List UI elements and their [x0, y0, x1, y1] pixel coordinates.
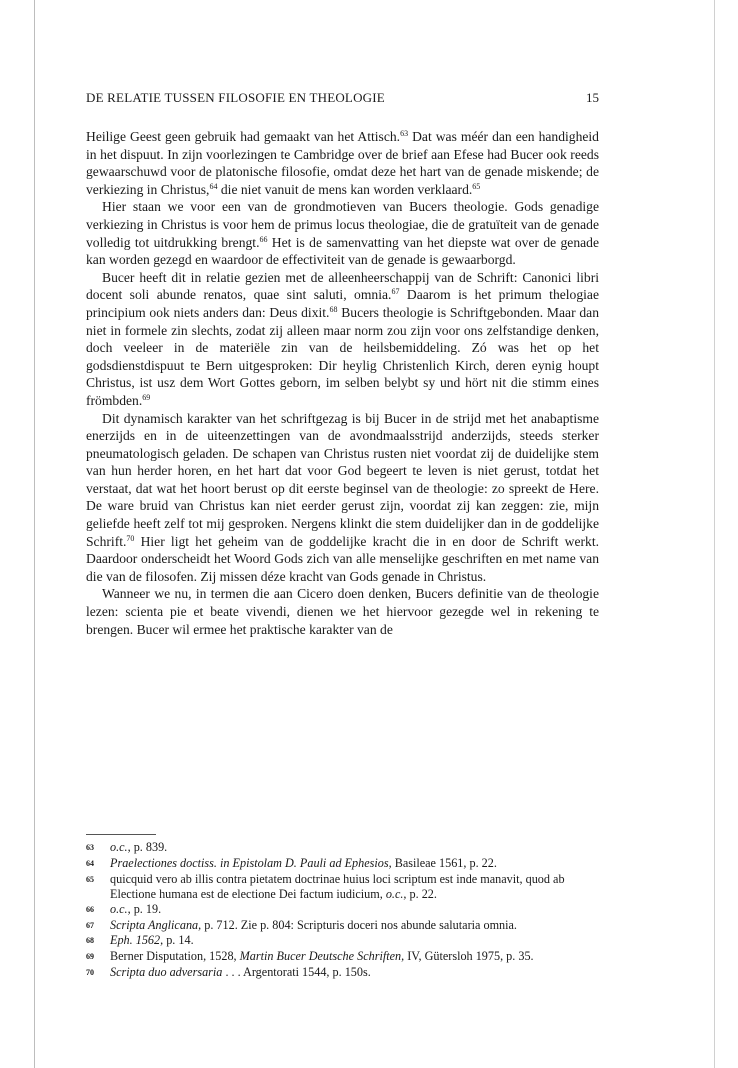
text-run: Dat was méér dan een handigheid in het dispuut. In zijn voorlezingen te Cambridge over de brief aan Efese had Bucer ook reeds gewaarschuwd voor de platonische filosofie, omdat deze het hart van de genade miskende; de verkiezing in Christus,: [86, 129, 599, 197]
footnote: [86, 872, 599, 902]
footnotes: [86, 840, 599, 981]
footnote-ref: 64: [209, 181, 218, 191]
footnote-text: Basileae 1561, p. 22.: [391, 855, 497, 870]
footnote-text: . . . Argentorati 1544, p. 150s.: [222, 965, 371, 980]
footnote-ref: 63: [400, 129, 409, 138]
text-run: Hier staan we voor een van de grondmotieven van Bucers theologie. Gods genadige verkiezing in Christus is voor hem de primus locus theologiae, die de gratuïteit van de genade volledig tot uitdrukking brengt.: [86, 199, 599, 250]
page-number: 15: [586, 90, 599, 105]
footnote-text: p. 712. Zie p. 804: Scripturis doceri nos abunde salutaria omnia.: [201, 917, 517, 932]
footnote-text: p. 22.: [406, 886, 437, 901]
paragraph-3: [86, 269, 599, 410]
text-run: Dit dynamisch karakter van het schriftgezag is bij Bucer in de strijd met het anabaptisme enerzijds en in de uiteenzettingen van de avondmaalsstrijd anderzijds, steeds sterker pneumatologisch geladen. De schapen van Christus rusten niet voordat zij de duidelijke stem van hun herder horen, en het hart dat voor God begeert te leven is niet gerust, totdat het verstaat, dat wat het hoort berust op dit eerste beginsel van de theologie: zo spreekt de Here. De ware bruid van Christus kan niet eerder gerust zijn, voordat zij kan zeggen: zie, mijn geliefde heeft zelf tot mij gesproken. Nergens klinkt die stem duidelijker dan in de goddelijke Schrift.: [86, 410, 599, 549]
text-run: Bucer heeft dit in relatie gezien met de alleenheerschappij van de Schrift: Canonici libri docent soli abunde renatos, quae sint saluti, omnia.: [86, 269, 599, 303]
footnote-italic: Eph. 1562,: [110, 933, 164, 948]
page-edge-right: [714, 0, 715, 1068]
footnote-italic: o.c.,: [110, 840, 131, 854]
footnote: [86, 856, 599, 872]
footnote-number: 68: [86, 936, 94, 946]
footnote-text: quicquid vero ab illis contra pietatem doctrinae huius loci scriptum est inde manavit, quod ab Electione humana est de electione Dei factum iudicium,: [110, 871, 565, 901]
footnote: [86, 933, 599, 949]
footnote-number: 66: [86, 904, 94, 914]
footnote-divider: [86, 834, 156, 835]
footnote-number: 65: [86, 874, 94, 884]
footnote: [86, 965, 599, 981]
text-run: Hier ligt het geheim van de goddelijke kracht die in en door de Schrift werkt. Daardoor onderscheidt het Woord Gods zich van alle menselijke geschriften en met name van die van de filosofen. Zij missen déze kracht van Gods genade in Christus.: [86, 533, 599, 584]
footnote-number: 64: [86, 858, 94, 868]
text-run: Bucers theologie is Schriftgebonden. Maar dan niet in formele zin slechts, zodat zij alleen maar norm zou zijn voor ons zelfstandige denken, doch veeleer in de materiële zin van de heilsbemiddeling. Zó was het op het godsdienstdispuut te Bern uitgesproken: Dir heylig Christenlich Kirch, deren eynig houpt Christus, ist usz dem Wort Gottes geborn, im selben belybt sy und hört nit die stimm eines frömbden.: [86, 304, 599, 408]
footnote-text: p. 19.: [130, 901, 162, 916]
footnote-ref: 66: [259, 234, 268, 244]
footnote-italic: Martin Bucer Deutsche Schriften,: [236, 949, 405, 964]
footnote-italic: Scripta duo adversaria: [110, 965, 223, 980]
paragraph-1: [86, 128, 599, 198]
text-run: Heilige Geest geen gebruik had gemaakt van het Attisch.: [86, 129, 401, 144]
paragraph-5: [86, 585, 599, 638]
footnote-text: IV, Gütersloh 1975, p. 35.: [404, 949, 534, 964]
footnote: [86, 840, 599, 856]
footnote-text: Berner Disputation, 1528,: [110, 949, 237, 964]
footnote: [86, 902, 599, 918]
footnote-ref: 65: [472, 181, 481, 191]
paragraph-2: [86, 198, 599, 268]
footnote-text: p. 839.: [130, 840, 168, 854]
footnote-italic: Scripta Anglicana,: [110, 917, 202, 932]
footnote-italic: Praelectiones doctiss. in Epistolam D. Pauli ad Ephesios,: [110, 855, 392, 870]
text-run: Wanneer we nu, in termen die aan Cicero doen denken, Bucers definitie van de theologie lezen: scienta pie et beate vivendi, dienen we het hiervoor gezegde wel in rekening te brengen. Bucer wil ermee het praktische karakter van de: [86, 586, 599, 637]
text-run: die niet vanuit de mens kan worden verklaard.: [217, 181, 473, 197]
footnote-number: 67: [86, 920, 94, 930]
body-text: [86, 128, 599, 638]
running-header: [86, 90, 599, 106]
paragraph-4: [86, 410, 599, 586]
footnote-ref: 67: [391, 287, 400, 297]
footnote-ref: 70: [126, 533, 135, 543]
footnote-ref: 68: [329, 304, 338, 314]
footnote-number: 63: [86, 843, 94, 852]
footnote-text: p. 14.: [163, 933, 194, 948]
footnote-number: 70: [86, 968, 94, 978]
footnote: [86, 918, 599, 934]
text-run: Daarom is het primum thelogiae principium ook niets anders dan: Deus dixit.: [86, 287, 599, 320]
running-title: DE RELATIE TUSSEN FILOSOFIE EN THEOLOGIE: [86, 90, 385, 105]
footnote-italic: o.c.,: [110, 901, 131, 916]
footnote-italic: o.c.,: [382, 886, 407, 901]
text-run: Het is de samenvatting van het diepste wat over de genade kan worden gezegd en waardoor de effectiviteit van de genade is gewaarborgd.: [86, 234, 599, 268]
footnote-ref: 69: [142, 392, 151, 402]
footnote: [86, 949, 599, 965]
footnote-number: 69: [86, 952, 94, 962]
page-edge-left: [34, 0, 35, 1068]
